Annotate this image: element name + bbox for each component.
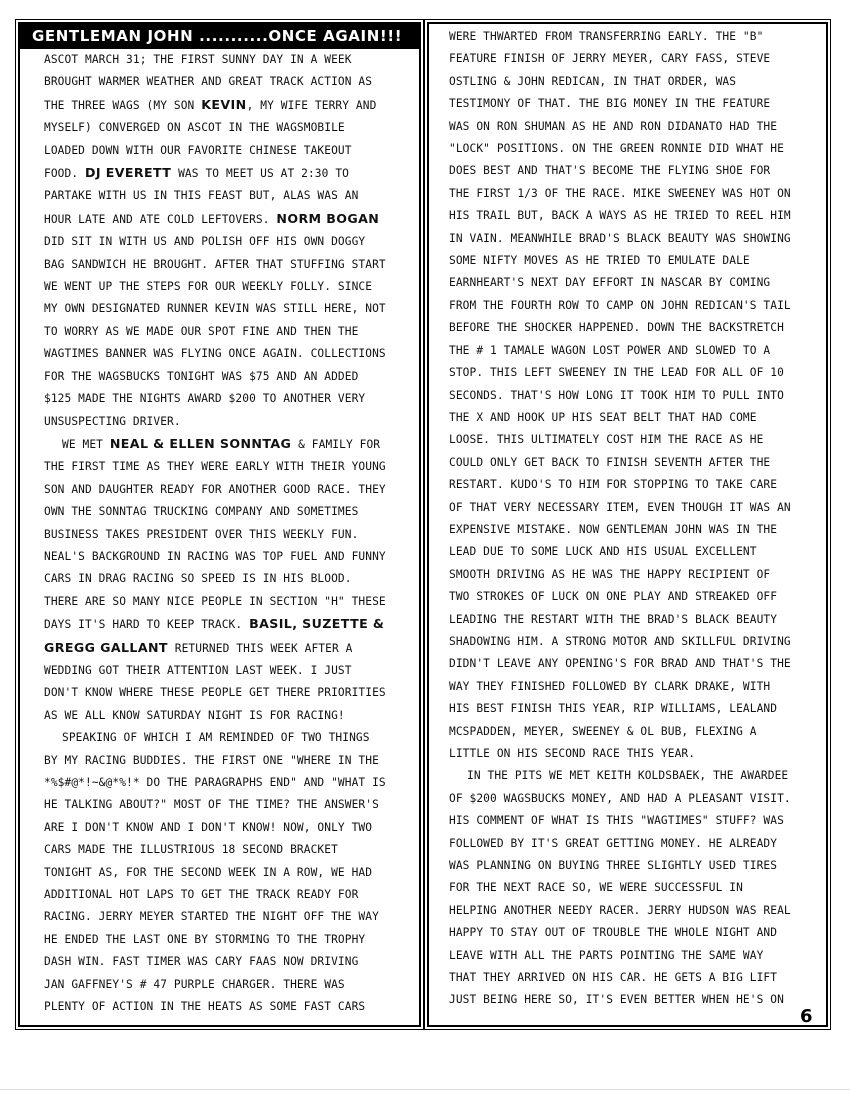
text-line	[449, 160, 820, 182]
text-line	[449, 340, 820, 362]
text-run: PARTAKE WITH US IN THIS FEAST BUT, ALAS WAS AN	[44, 189, 359, 203]
text-run: HIS BEST FINISH THIS YEAR, RIP WILLIAMS, LEALAND	[449, 702, 778, 716]
text-run: THE FIRST 1/3 OF THE RACE. MIKE SWEENEY WAS HOT ON	[449, 186, 791, 200]
text-run: SPEAKING OF WHICH I AM REMINDED OF TWO THINGS	[62, 731, 370, 745]
text-line	[449, 93, 820, 115]
article-headline: GENTLEMAN JOHN ...........ONCE AGAIN!!!	[20, 24, 419, 49]
text-line	[449, 855, 820, 877]
text-line	[449, 922, 820, 944]
text-line	[44, 929, 413, 951]
text-run: WAS PLANNING ON BUYING THREE SLIGHTLY USED TIRES	[449, 859, 778, 873]
text-line	[449, 721, 820, 743]
text-run: THERE ARE SO MANY NICE PEOPLE IN SECTION "H" THESE	[44, 594, 386, 608]
text-run: DASH WIN. FAST TIMER WAS CARY FAAS NOW DRIVING	[44, 955, 359, 969]
text-run: LITTLE ON HIS SECOND RACE THIS YEAR.	[449, 747, 696, 760]
text-line	[44, 705, 413, 727]
text-line	[44, 231, 413, 253]
text-line	[44, 162, 413, 185]
text-run: & FAMILY FOR	[291, 437, 381, 451]
text-run: CARS IN DRAG RACING SO SPEED IS IN HIS BLOOD.	[44, 572, 352, 586]
text-line	[449, 900, 820, 922]
text-line	[44, 591, 413, 613]
text-line	[449, 586, 820, 608]
text-run: HAPPY TO STAY OUT OF TROUBLE THE WHOLE NIGHT AND	[449, 926, 778, 940]
text-line	[44, 94, 413, 117]
text-run: NEAL'S BACKGROUND IN RACING WAS TOP FUEL AND FUNNY	[44, 549, 386, 563]
text-run: ARE I DON'T KNOW AND I DON'T KNOW! NOW, ONLY TWO	[44, 820, 373, 834]
text-run: OF $200 WAGSBUCKS MONEY, AND HAD A PLEASANT VISIT.	[449, 791, 791, 805]
right-column-text	[429, 24, 826, 1012]
text-run: AS WE ALL KNOW SATURDAY NIGHT IS FOR RACING!	[44, 708, 345, 722]
text-line	[44, 456, 413, 478]
text-line	[449, 385, 820, 407]
text-run: BY MY RACING BUDDIES. THE FIRST ONE "WHERE IN THE	[44, 753, 379, 767]
text-line	[44, 524, 413, 546]
text-run: THE THREE WAGS (MY SON	[44, 98, 202, 112]
text-line	[44, 839, 413, 861]
text-line	[44, 185, 413, 207]
text-run: LOADED DOWN WITH OUR FAVORITE CHINESE TAKEOUT	[44, 143, 352, 157]
text-line	[44, 140, 413, 162]
text-run: LEADING THE RESTART WITH THE BRAD'S BLACK BEAUTY	[449, 612, 778, 626]
text-run: IN THE PITS WE MET KEITH KOLDSBAEK, THE AWARDEE	[467, 769, 789, 783]
text-line	[449, 26, 820, 48]
text-run: $125 MADE THE NIGHTS AWARD $200 TO ANOTHER VERY	[44, 392, 366, 406]
text-run: OF THAT VERY NECESSARY ITEM, EVEN THOUGH IT WAS AN	[449, 500, 791, 514]
text-line	[449, 564, 820, 586]
text-line	[449, 48, 820, 70]
text-line	[44, 366, 413, 388]
text-run: FEATURE FINISH OF JERRY MEYER, CARY FASS, STEVE	[449, 52, 771, 66]
text-line	[44, 660, 413, 682]
left-column	[18, 22, 421, 1027]
text-line	[449, 497, 820, 519]
person-name: GREGG GALLANT	[44, 639, 168, 655]
text-line	[449, 631, 820, 653]
text-run: BROUGHT WARMER WEATHER AND GREAT TRACK ACTION AS	[44, 75, 373, 89]
text-run: THE FIRST TIME AS THEY WERE EARLY WITH THEIR YOUNG	[44, 460, 386, 474]
text-line	[449, 788, 820, 810]
text-run: LEAVE WITH ALL THE PARTS POINTING THE SAME WAY	[449, 948, 764, 962]
text-run: HELPING ANOTHER NEEDY RACER. JERRY HUDSON WAS REAL	[449, 903, 791, 917]
left-column-text	[20, 49, 419, 1018]
text-line	[44, 794, 413, 816]
text-line	[44, 568, 413, 590]
text-run: UNSUSPECTING DRIVER.	[44, 414, 181, 428]
text-run: HOUR LATE AND ATE COLD LEFTOVERS.	[44, 212, 277, 226]
text-run: DAYS IT'S HARD TO KEEP TRACK.	[44, 618, 250, 632]
text-run: FOLLOWED BY IT'S GREAT GETTING MONEY. HE ALREADY	[449, 836, 778, 850]
text-line	[44, 727, 413, 749]
right-column	[427, 22, 828, 1027]
text-run: SON AND DAUGHTER READY FOR ANOTHER GOOD RACE. THEY	[44, 482, 386, 496]
text-run: PLENTY OF ACTION IN THE HEATS AS SOME FAST CARS	[44, 1000, 366, 1014]
text-run: STOP. THIS LEFT SWEENEY IN THE LEAD FOR ALL OF 10	[449, 366, 784, 380]
text-run: WERE THWARTED FROM TRANSFERRING EARLY. THE "B"	[449, 30, 764, 43]
text-line	[44, 208, 413, 231]
text-run: EXPENSIVE MISTAKE. NOW GENTLEMAN JOHN WAS IN THE	[449, 522, 778, 536]
text-line	[449, 541, 820, 563]
text-run: OWN THE SONNTAG TRUCKING COMPANY AND SOMETIMES	[44, 505, 359, 519]
text-run: , MY WIFE TERRY AND	[246, 98, 377, 112]
text-run: BUSINESS TAKES PRESIDENT OVER THIS WEEKLY FUN.	[44, 527, 359, 541]
text-line	[44, 479, 413, 501]
text-run: HIS TRAIL BUT, BACK A WAYS AS HE TRIED TO REEL HIM	[449, 209, 791, 223]
person-name: DJ EVERETT	[85, 165, 172, 181]
text-line	[44, 906, 413, 928]
text-run: COULD ONLY GET BACK TO FINISH SEVENTH AFTER THE	[449, 455, 771, 469]
text-line	[449, 989, 820, 1011]
text-line	[449, 228, 820, 250]
text-run: DID SIT IN WITH US AND POLISH OFF HIS OWN DOGGY	[44, 235, 366, 249]
text-line	[449, 272, 820, 294]
text-run: SOME NIFTY MOVES AS HE TRIED TO EMULATE DALE	[449, 254, 750, 268]
text-run: WAY THEY FINISHED FOLLOWED BY CLARK DRAKE, WITH	[449, 679, 771, 693]
text-line	[44, 884, 413, 906]
text-run: WAS TO MEET US AT 2:30 TO	[171, 167, 349, 181]
text-line	[449, 676, 820, 698]
text-run: THE X AND HOOK UP HIS SEAT BELT THAT HAD COME	[449, 410, 757, 424]
text-line	[449, 317, 820, 339]
text-line	[449, 183, 820, 205]
text-line	[449, 743, 820, 765]
text-line	[44, 862, 413, 884]
text-line	[449, 653, 820, 675]
text-line	[44, 772, 413, 794]
text-line	[44, 343, 413, 365]
text-run: RETURNED THIS WEEK AFTER A	[167, 641, 353, 655]
text-line	[449, 295, 820, 317]
text-run: HIS COMMENT OF WHAT IS THIS "WAGTIMES" STUFF? WAS	[449, 814, 784, 828]
text-run: RACING. JERRY MEYER STARTED THE NIGHT OFF THE WAY	[44, 910, 379, 924]
text-line	[44, 613, 413, 636]
text-run: ASCOT MARCH 31; THE FIRST SUNNY DAY IN A WEEK	[44, 53, 352, 66]
text-line	[44, 546, 413, 568]
text-run: TESTIMONY OF THAT. THE BIG MONEY IN THE FEATURE	[449, 97, 771, 111]
text-run: TO WORRY AS WE MADE OUR SPOT FINE AND THEN THE	[44, 324, 359, 338]
text-run: WE MET	[62, 437, 110, 451]
text-line	[44, 433, 413, 456]
text-run: WAS ON RON SHUMAN AS HE AND RON DIDANATO HAD THE	[449, 119, 778, 133]
text-line	[44, 71, 413, 93]
person-name: BASIL, SUZETTE &	[249, 616, 385, 632]
text-line	[449, 362, 820, 384]
text-run: ADDITIONAL HOT LAPS TO GET THE TRACK READY FOR	[44, 888, 359, 902]
text-line	[44, 637, 413, 660]
text-run: IN VAIN. MEANWHILE BRAD'S BLACK BEAUTY WAS SHOWING	[449, 231, 791, 245]
text-run: DON'T KNOW WHERE THESE PEOPLE GET THERE PRIORITIES	[44, 686, 386, 700]
text-run: FROM THE FOURTH ROW TO CAMP ON JOHN REDICAN'S TAIL	[449, 298, 791, 312]
text-run: DOES BEST AND THAT'S BECOME THE FLYING SHOE FOR	[449, 164, 771, 178]
text-line	[449, 877, 820, 899]
text-line	[449, 519, 820, 541]
text-run: JUST BEING HERE SO, IT'S EVEN BETTER WHEN HE'S ON	[449, 993, 784, 1007]
bottom-rule	[0, 1089, 850, 1090]
text-line	[44, 117, 413, 139]
person-name: NORM BOGAN	[276, 210, 380, 226]
text-line	[44, 298, 413, 320]
text-line	[449, 474, 820, 496]
text-line	[449, 429, 820, 451]
text-line	[449, 833, 820, 855]
text-run: WEDDING GOT THEIR ATTENTION LAST WEEK. I JUST	[44, 663, 352, 677]
text-line	[44, 411, 413, 433]
text-run: TWO STROKES OF LUCK ON ONE PLAY AND STREAKED OFF	[449, 590, 778, 604]
text-line	[44, 49, 413, 71]
text-line	[44, 951, 413, 973]
text-run: FOR THE NEXT RACE SO, WE WERE SUCCESSFUL IN	[449, 881, 743, 895]
text-run: OSTLING & JOHN REDICAN, IN THAT ORDER, WAS	[449, 74, 737, 88]
text-run: EARNHEART'S NEXT DAY EFFORT IN NASCAR BY COMING	[449, 276, 771, 290]
text-run: DIDN'T LEAVE ANY OPENING'S FOR BRAD AND THAT'S THE	[449, 657, 791, 671]
text-run: MCSPADDEN, MEYER, SWEENEY & OL BUB, FLEXING A	[449, 724, 757, 738]
text-run: *%$#@*!~&@*%!* DO THE PARAGRAPHS END" AND "WHAT IS	[44, 776, 386, 789]
page-number: 6	[800, 1006, 813, 1027]
text-run: SECONDS. THAT'S HOW LONG IT TOOK HIM TO PULL INTO	[449, 388, 784, 402]
text-line	[44, 501, 413, 523]
text-line	[44, 254, 413, 276]
text-line	[449, 407, 820, 429]
text-run: WE WENT UP THE STEPS FOR OUR WEEKLY FOLLY. SINCE	[44, 280, 373, 294]
text-run: JAN GAFFNEY'S # 47 PURPLE CHARGER. THERE WAS	[44, 977, 345, 991]
text-run: RESTART. KUDO'S TO HIM FOR STOPPING TO TAKE CARE	[449, 478, 778, 492]
text-run: FOR THE WAGSBUCKS TONIGHT WAS $75 AND AN ADDED	[44, 369, 359, 383]
text-line	[44, 974, 413, 996]
text-run: THAT THEY ARRIVED ON HIS CAR. HE GETS A BIG LIFT	[449, 971, 778, 985]
text-line	[449, 116, 820, 138]
text-line	[44, 682, 413, 704]
newsletter-page	[18, 22, 828, 1029]
text-line	[449, 698, 820, 720]
text-run: THE # 1 TAMALE WAGON LOST POWER AND SLOWED TO A	[449, 343, 771, 357]
text-run: MYSELF) CONVERGED ON ASCOT IN THE WAGSMOBILE	[44, 121, 345, 135]
text-run: HE TALKING ABOUT?" MOST OF THE TIME? THE ANSWER'S	[44, 798, 379, 812]
person-name: KEVIN	[201, 96, 247, 112]
text-run: WAGTIMES BANNER WAS FLYING ONCE AGAIN. COLLECTIONS	[44, 347, 386, 361]
text-line	[449, 250, 820, 272]
text-line	[449, 967, 820, 989]
text-run: FOOD.	[44, 167, 86, 181]
text-run: TONIGHT AS, FOR THE SECOND WEEK IN A ROW, WE HAD	[44, 865, 373, 879]
text-line	[449, 945, 820, 967]
text-line	[449, 765, 820, 787]
text-run: "LOCK" POSITIONS. ON THE GREEN RONNIE DID WHAT HE	[449, 142, 784, 156]
text-line	[449, 138, 820, 160]
text-line	[449, 71, 820, 93]
text-run: HE ENDED THE LAST ONE BY STORMING TO THE TROPHY	[44, 932, 366, 946]
text-run: MY OWN DESIGNATED RUNNER KEVIN WAS STILL HERE, NOT	[44, 302, 386, 316]
text-line	[449, 452, 820, 474]
text-line	[44, 817, 413, 839]
text-line	[449, 205, 820, 227]
text-run: CARS MADE THE ILLUSTRIOUS 18 SECOND BRACKET	[44, 843, 338, 857]
text-run: SHADOWING HIM. A STRONG MOTOR AND SKILLFUL DRIVING	[449, 634, 791, 648]
text-line	[44, 996, 413, 1018]
text-line	[44, 750, 413, 772]
text-run: BEFORE THE SHOCKER HAPPENED. DOWN THE BACKSTRETCH	[449, 321, 784, 335]
text-line	[449, 810, 820, 832]
text-line	[44, 276, 413, 298]
text-run: LEAD DUE TO SOME LUCK AND HIS USUAL EXCELLENT	[449, 545, 757, 559]
text-run: BAG SANDWICH HE BROUGHT. AFTER THAT STUFFING START	[44, 257, 386, 271]
text-run: LOOSE. THIS ULTIMATELY COST HIM THE RACE AS HE	[449, 433, 764, 447]
text-run: SMOOTH DRIVING AS HE WAS THE HAPPY RECIPIENT OF	[449, 567, 771, 581]
text-line	[44, 388, 413, 410]
text-line	[44, 321, 413, 343]
person-name: NEAL & ELLEN SONNTAG	[109, 435, 292, 451]
text-line	[449, 609, 820, 631]
